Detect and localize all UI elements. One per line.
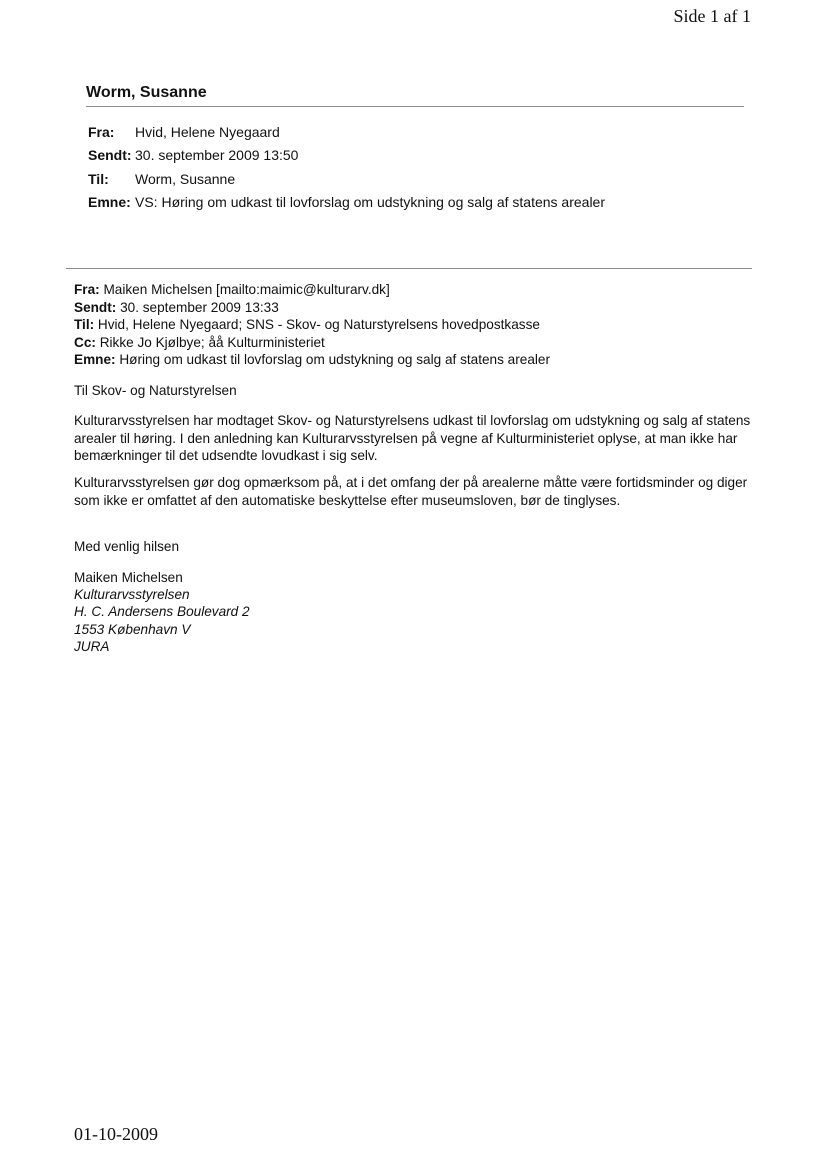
from-value: Hvid, Helene Nyegaard <box>135 123 280 140</box>
fwd-subject-value: Høring om udkast til lovforslag om udstykning og salg af statens arealer <box>119 352 551 367</box>
subject-value: VS: Høring om udkast til lovforslag om udstykning og salg af statens arealer <box>135 194 605 211</box>
header-from-row <box>88 120 605 144</box>
signature-org: Kulturarvsstyrelsen <box>74 587 190 603</box>
signature-name: Maiken Michelsen <box>74 570 183 585</box>
forwarded-header <box>74 281 550 369</box>
header-sent-row <box>88 144 605 168</box>
closing: Med venlig hilsen <box>74 539 180 554</box>
sent-label: Sendt: <box>88 147 132 164</box>
body-paragraph-1: Kulturarvsstyrelsen har modtaget Skov- og Naturstyrelsens udkast til lovforslag om udstykning og salg af statens arealer til høring. I den anledning kan Kulturarvsstyrelsen på vegne af Kulturministeriet oplyse, at man ikke har bemærkninger til det udsendte lovudkast i sig selv. <box>74 413 751 463</box>
greeting: Til Skov- og Naturstyrelsen <box>74 383 237 398</box>
fwd-cc-value: Rikke Jo Kjølbye; åå Kulturministeriet <box>99 334 325 350</box>
fwd-sent-value: 30. september 2009 13:33 <box>120 299 279 315</box>
fwd-sent-row <box>74 299 550 317</box>
signature-street: H. C. Andersens Boulevard 2 <box>74 604 250 620</box>
sent-value: 30. september 2009 13:50 <box>135 147 299 164</box>
fwd-from-value: Maiken Michelsen [mailto:maimic@kulturarv.dk] <box>103 282 390 297</box>
body-paragraph-2: Kulturarvsstyrelsen gør dog opmærksom på, at i det omfang der på arealerne måtte være fortidsminder og diger som ikke er omfattet af den automatiske beskyttelse efter museumsloven, bør de tinglyses. <box>74 475 748 508</box>
signature-dept: JURA <box>74 638 110 654</box>
header-to-row <box>88 167 605 191</box>
signature-city: 1553 København V <box>74 621 191 637</box>
email-header <box>88 120 605 214</box>
fwd-to-label: Til: <box>74 317 95 332</box>
signature <box>74 569 250 655</box>
to-value: Worm, Susanne <box>135 170 236 187</box>
fwd-cc-label: Cc: <box>74 334 96 350</box>
from-label: Fra: <box>88 123 115 140</box>
subject-label: Emne: <box>88 194 131 211</box>
header-subject-row <box>88 191 605 215</box>
to-label: Til: <box>88 170 109 187</box>
fwd-subject-row <box>74 351 550 369</box>
fwd-to-value: Hvid, Helene Nyegaard; SNS - Skov- og Naturstyrelsens hovedpostkasse <box>97 317 540 332</box>
fwd-from-label: Fra: <box>74 282 100 297</box>
forward-divider <box>66 268 752 269</box>
fwd-cc-row <box>74 334 550 352</box>
fwd-subject-label: Emne: <box>74 352 116 367</box>
fwd-to-row <box>74 316 550 334</box>
mailbox-owner: Worm, Susanne <box>86 84 207 101</box>
page-number: Side 1 af 1 <box>673 6 751 26</box>
header-divider <box>86 106 744 107</box>
fwd-sent-label: Sendt: <box>74 299 117 315</box>
fwd-from-row <box>74 281 550 299</box>
print-date: 01-10-2009 <box>74 1124 158 1144</box>
